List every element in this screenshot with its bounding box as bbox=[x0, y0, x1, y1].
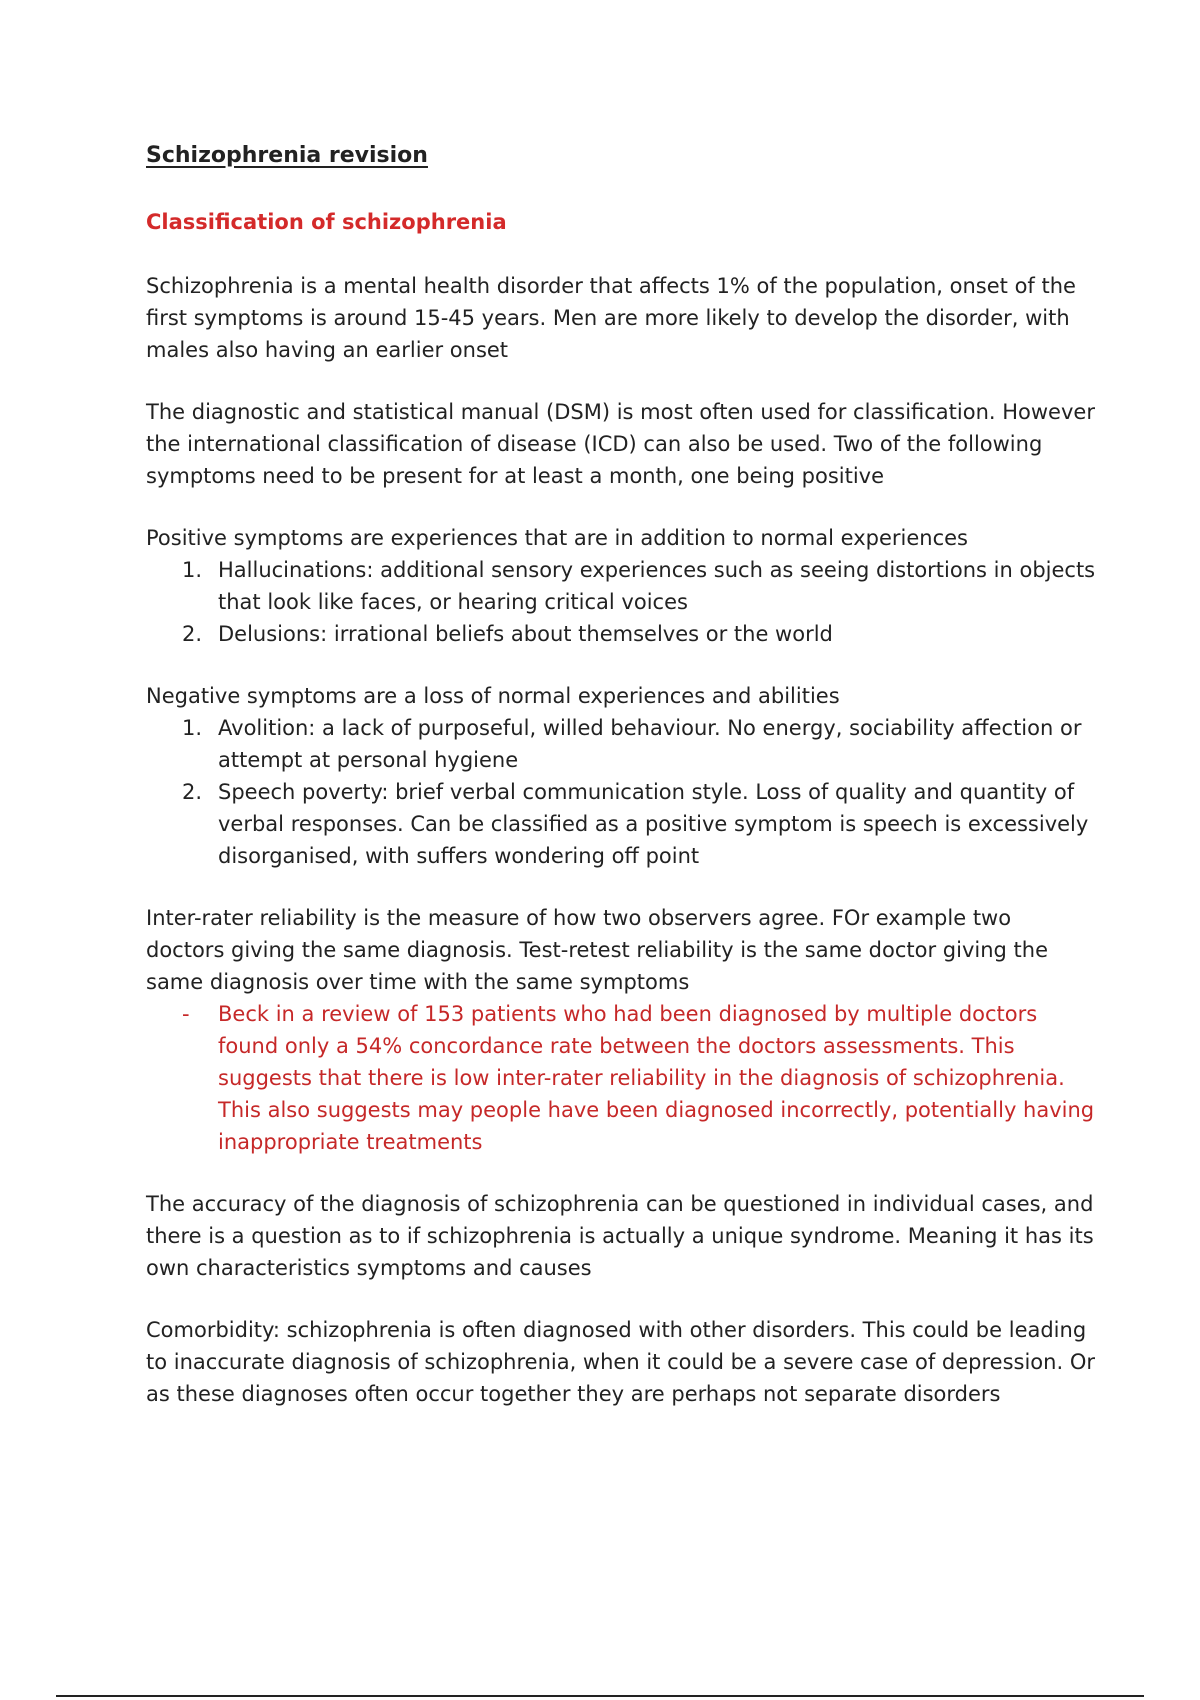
positive-symptoms-intro: Positive symptoms are experiences that are in addition to normal experiences bbox=[146, 526, 968, 550]
list-item bbox=[146, 554, 1096, 618]
list-item bbox=[146, 776, 1096, 872]
document-page bbox=[146, 140, 1096, 1410]
reliability-paragraph: Inter-rater reliability is the measure of how two observers agree. FOr example two doctors giving the same diagnosis. Test-retest reliability is the same doctor giving the same diagnosis over time with the same symptoms bbox=[146, 906, 1048, 994]
intro-paragraph: Schizophrenia is a mental health disorder that affects 1% of the population, onset of the first symptoms is around 15-45 years. Men are more likely to develop the disorder, with males also having an earlier onset bbox=[146, 274, 1076, 362]
list-marker: 2. bbox=[182, 622, 203, 646]
list-marker: 1. bbox=[182, 558, 203, 582]
list-item-text: Hallucinations: additional sensory experiences such as seeing distortions in objects that look like faces, or hearing critical voices bbox=[218, 558, 1096, 614]
bullet-marker: - bbox=[182, 1002, 190, 1026]
positive-symptoms-list bbox=[146, 554, 1096, 650]
evaluation-list bbox=[146, 998, 1096, 1158]
list-item-text: Speech poverty: brief verbal communication style. Loss of quality and quantity of verbal responses. Can be classified as a positive symptom is speech is excessively disorganised, with suffers wondering off point bbox=[218, 780, 1089, 868]
bottom-divider bbox=[56, 1695, 1144, 1697]
list-marker: 1. bbox=[182, 716, 203, 740]
section-heading: Classification of schizophrenia bbox=[146, 210, 507, 234]
negative-symptoms-intro: Negative symptoms are a loss of normal experiences and abilities bbox=[146, 684, 840, 708]
evaluation-text: Beck in a review of 153 patients who had been diagnosed by multiple doctors found only a 54% concordance rate between the doctors assessments. This suggests that there is low inter-rater reliability in the diagnosis of schizophrenia. This also suggests may people have been diagnosed incorrectly, potentially having inappropriate treatments bbox=[218, 1002, 1095, 1154]
list-item-text: Delusions: irrational beliefs about themselves or the world bbox=[218, 622, 833, 646]
document-title: Schizophrenia revision bbox=[146, 143, 428, 168]
list-item bbox=[146, 712, 1096, 776]
list-marker: 2. bbox=[182, 780, 203, 804]
list-item bbox=[146, 618, 1096, 650]
dsm-paragraph: The diagnostic and statistical manual (DSM) is most often used for classification. However the international classification of disease (ICD) can also be used. Two of the following symptoms need to be present for at least a month, one being positive bbox=[146, 400, 1095, 488]
comorbidity-paragraph: Comorbidity: schizophrenia is often diagnosed with other disorders. This could be leading to inaccurate diagnosis of schizophrenia, when it could be a severe case of depression. Or as these diagnoses often occur together they are perhaps not separate disorders bbox=[146, 1318, 1095, 1406]
negative-symptoms-list bbox=[146, 712, 1096, 872]
evaluation-bullet bbox=[146, 998, 1096, 1158]
list-item-text: Avolition: a lack of purposeful, willed behaviour. No energy, sociability affection or attempt at personal hygiene bbox=[218, 716, 1082, 772]
accuracy-paragraph: The accuracy of the diagnosis of schizophrenia can be questioned in individual cases, and there is a question as to if schizophrenia is actually a unique syndrome. Meaning it has its own characteristics symptoms and causes bbox=[146, 1192, 1094, 1280]
